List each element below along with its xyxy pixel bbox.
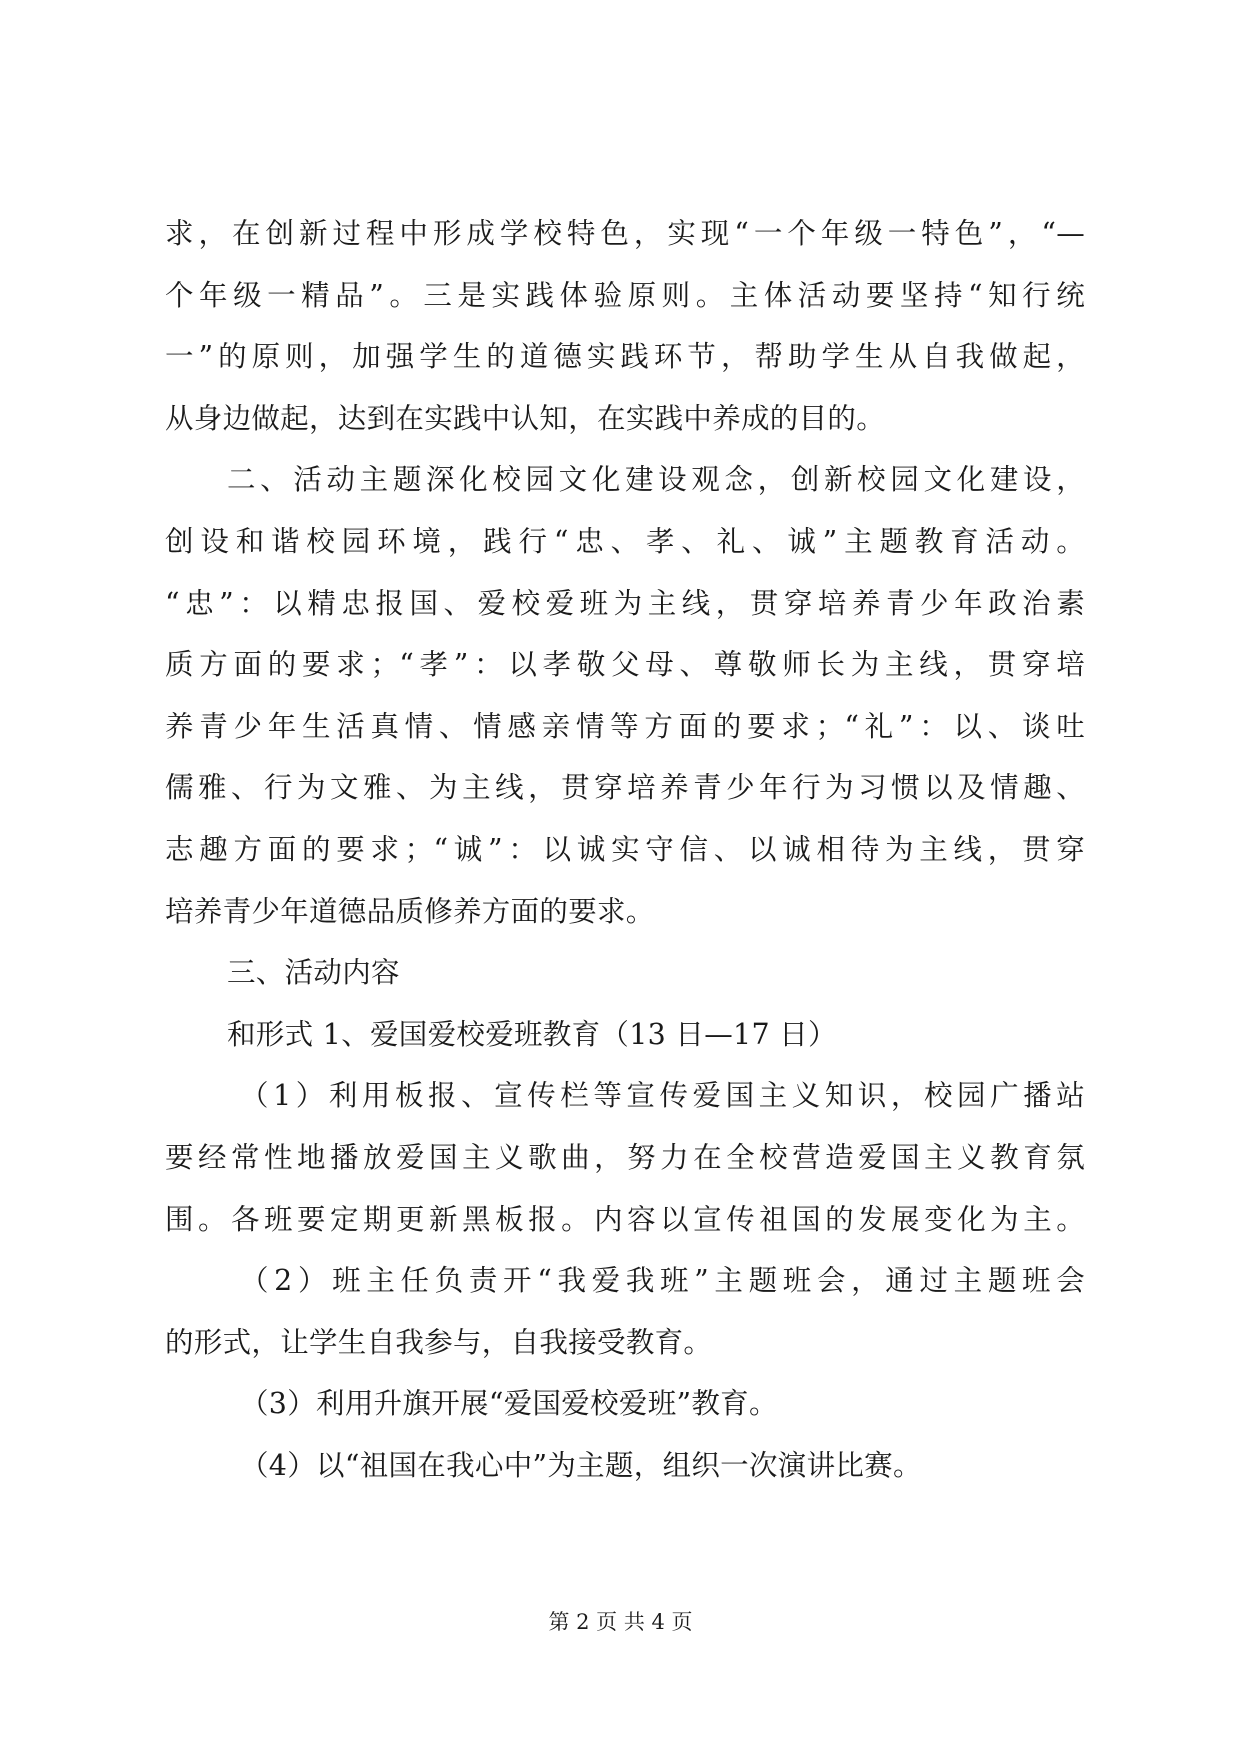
body-line: 围。各班要定期更新黑板报。内容以宣传祖国的发展变化为主。 — [165, 1202, 1085, 1236]
section-heading-3: 三、活动内容 — [227, 956, 400, 990]
subsection-heading: 和形式 1、爱国爱校爱班教育（13 日—17 日） — [227, 1017, 837, 1051]
body-line: 的形式，让学生自我参与，自我接受教育。 — [165, 1325, 713, 1359]
body-line: 从身边做起，达到在实践中认知，在实践中养成的目的。 — [165, 401, 886, 435]
body-line: 培养青少年道德品质修养方面的要求。 — [165, 894, 655, 928]
document-body — [165, 203, 1085, 1496]
body-line: 个年级一精品”。三是实践体验原则。主体活动要坚持“知行统 — [165, 278, 1085, 312]
page-number-footer: 第 2 页 共 4 页 — [548, 1610, 693, 1634]
list-item-4: （4）以“祖国在我心中”为主题，组织一次演讲比赛。 — [240, 1448, 922, 1482]
section-heading-2: 二、活动主题深化校园文化建设观念，创新校园文化建设， — [227, 463, 1085, 497]
body-line: 养青少年生活真情、情感亲情等方面的要求；“礼”：以、谈吐 — [165, 709, 1085, 743]
list-item-2: （2）班主任负责开“我爱我班”主题班会，通过主题班会 — [240, 1264, 1085, 1298]
body-line: 一”的原则，加强学生的道德实践环节，帮助学生从自我做起， — [165, 340, 1085, 374]
list-item-1: （1）利用板报、宣传栏等宣传爱国主义知识，校园广播站 — [240, 1079, 1085, 1113]
body-line: 质方面的要求；“孝”：以孝敬父母、尊敬师长为主线，贯穿培 — [165, 648, 1085, 682]
body-line: “忠”：以精忠报国、爱校爱班为主线，贯穿培养青少年政治素 — [165, 586, 1085, 620]
body-line: 要经常性地播放爱国主义歌曲，努力在全校营造爱国主义教育氛 — [165, 1140, 1085, 1174]
list-item-3: （3）利用升旗开展“爱国爱校爱班”教育。 — [240, 1387, 778, 1421]
body-line: 求，在创新过程中形成学校特色，实现“一个年级一特色”，“— — [165, 217, 1085, 250]
body-line: 志趣方面的要求；“诚”：以诚实守信、以诚相待为主线，贯穿 — [165, 832, 1085, 866]
body-line: 创设和谐校园环境，践行“忠、孝、礼、诚”主题教育活动。 — [165, 524, 1085, 558]
body-line: 儒雅、行为文雅、为主线，贯穿培养青少年行为习惯以及情趣、 — [165, 771, 1085, 805]
